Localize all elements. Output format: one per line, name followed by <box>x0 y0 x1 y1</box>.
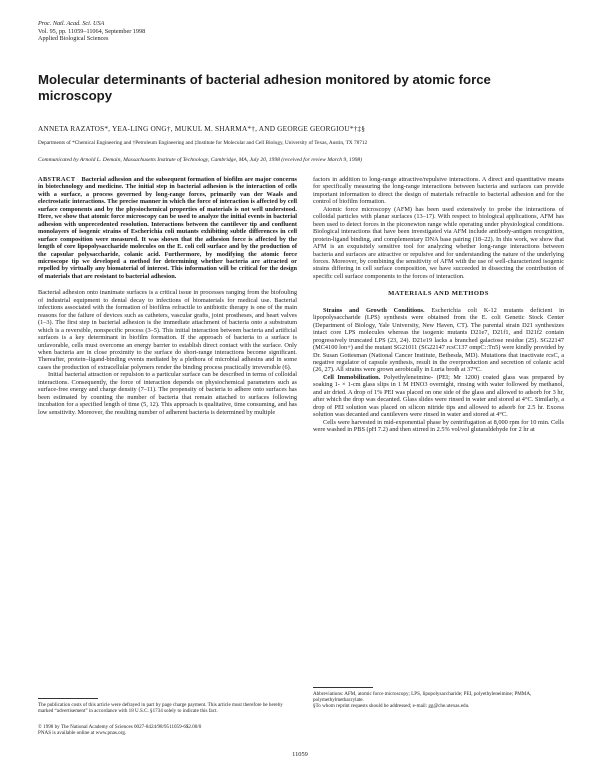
reprint-request-note: §To whom reprint requests should be addressed; e-mail: gg@che.utexas.edu. <box>313 703 470 710</box>
intro-paragraph-4: Atomic force microscopy (AFM) has been used extensively to probe the interactions of colloidal particles with planar surfaces (13–17). With respect to biological applications, AFM has been used to detect forces in the piconewton range while operating under physiological conditions. Biological interactions that have been investigated via AFM include antibody-antigen recognition, protein-ligand binding, and complementary DNA base pairing (18–22). In this work, we show that AFM is an exquisitely sensitive tool for analyzing whether long-range interactions between bacteria and surfaces are attractive or repulsive and for understanding the nature of the underlying forces. Moreover, by combining the sensitivity of AFM with the use of well-characterized isogenic strains differing in cell surface composition, we have succeeded in dissecting the contribution of specific cell surface components to the forces of interaction. <box>313 205 564 280</box>
copyright-line: © 1998 by The National Academy of Sciences 0027-8424/98/9511059-6$2.00/0 <box>38 724 202 730</box>
communicated-line: Communicated by Arnold L. Demain, Massachusetts Institute of Technology, Cambridge, MA, July 20, 1998 (received for review March 9, 1998) <box>38 157 363 163</box>
left-column <box>38 176 297 416</box>
abstract-text: Bacterial adhesion and the subsequent formation of biofilm are major concerns in biotechnology and medicine. The initial step in bacterial adhesion is the interaction of cells with a surface, a process governed by long-range forces, primarily van der Waals and electrostatic interactions. The precise manner in which the force of interaction is affected by cell surface components and by the physiochemical properties of materials is not well understood. Here, we show that atomic force microscopy can be used to analyze the initial events in bacterial adhesion with unprecedented resolution. Interactions between the cantilever tip and confluent monolayers of isogenic strains of Escherichia coli mutants exhibiting subtle differences in cell surface composition were measured. It was shown that the adhesion force is affected by the length of core lipopolysaccharide molecules on the E. coli cell surface and by the production of the capsular polysaccharide, colanic acid. Furthermore, by modifying the atomic force microscope tip we developed a method for determining whether bacteria are attracted or repelled by virtually any biomaterial of interest. This information will be critical for the design of materials that are resistant to bacterial adhesion. <box>38 176 297 280</box>
journal-volume: Vol. 95, pp. 11059–11064, September 1998 <box>38 27 146 35</box>
journal-header <box>38 20 145 43</box>
strains-heading: Strains and Growth Conditions. <box>323 306 425 314</box>
pnas-online-line: PNAS is available online at www.pnas.org. <box>38 730 127 737</box>
immobilization-paragraph <box>313 374 564 419</box>
abstract-heading: ABSTRACT <box>38 176 76 183</box>
article-title: Molecular determinants of bacterial adhesion monitored by atomic force microscopy <box>38 72 491 103</box>
abstract <box>38 176 297 280</box>
footnote-divider-right <box>313 687 373 688</box>
immobilization-heading: Cell Immobilization. <box>323 373 381 381</box>
journal-section: Applied Biological Sciences <box>38 35 109 43</box>
author-list: ANNETA RAZATOS*, YEA-LING ONG†, MUKUL M. SHARMA*†, AND GEORGE GEORGIOU*†‡§ <box>38 124 366 133</box>
harvest-paragraph: Cells were harvested in mid-exponential phase by centrifugation at 8,000 rpm for 10 min. Cells were washed in PBS (pH 7.2) and then stirred in 2.5% vol/vol glutaraldehyde for 2 hr at <box>313 418 564 434</box>
publication-cost-note: The publication costs of this article were defrayed in part by page charge payment. This article must therefore be hereby marked “advertisement” in accordance with 18 U.S.C. §1734 solely to indicate this fact. <box>38 702 283 715</box>
strains-paragraph <box>313 307 564 374</box>
intro-paragraph-2: Initial bacterial attraction or repulsion to a particular surface can be described in terms of colloidal interactions. Consequently, the force of interaction depends on physiochemical parameters such as surface-free energy and charge density (7–11). The propensity of bacteria to adhere onto surfaces has been estimated by counting the number of bacteria that remain attached to surfaces following incubation for a specified length of time (5, 12). This approach is qualitative, time consuming, and has low sensitivity. Moreover, the resulting number of adherent bacteria is determined by multiple <box>38 371 297 416</box>
abbreviations-note: Abbreviations: AFM, atomic force microscopy; LPS, lipopolysaccharide; PEI, polyethyleneimine; PMMA, polymethylmethacrylate. <box>313 691 532 704</box>
right-footnote-block <box>313 683 564 709</box>
intro-paragraph-1: Bacterial adhesion onto inanimate surfaces is a critical issue in processes ranging from the biofouling of industrial equipment to dental decay to infections of biomaterials for medical use. Bacterial infections associated with the formation of biofilms refractile to antibiotic therapy is one of the main reasons for the failure of devices such as catheters, vascular grafts, joint prostheses, and heart valves (1–3). The first step in bacterial adhesion is the immediate attachment of bacteria onto a substratum which is a reversible, nonspecific process (3–5). This initial interaction between bacteria and artificial surfaces is a key determinant in biofilm formation. If the approach of bacteria to a surface is unfavorable, cells must overcome an energy barrier to establish direct contact with the surface. Only when bacteria are in close proximity to the surface do short-range interactions become significant. Thereafter, protein–ligand-binding events mediated by a plethora of microbial adhesins and in some cases the production of extracellular polymers render the binding process practically irreversible (6). <box>38 289 297 371</box>
journal-name: Proc. Natl. Acad. Sci. USA <box>38 20 105 27</box>
page-number: 11059 <box>292 751 308 758</box>
methods-heading: MATERIALS AND METHODS <box>388 290 489 298</box>
affiliations: Departments of *Chemical Engineering and †Petroleum Engineering and ‡Institute for Molecular and Cell Biology, University of Texas, Austin, TX 78712 <box>38 140 368 146</box>
left-footnote-block <box>38 694 297 714</box>
intro-paragraph-3: factors in addition to long-range attractive/repulsive interactions. A direct and quantitative means for specifically measuring the long-range interactions between bacteria and surfaces can provide important information to direct the design of materials refractile to bacterial adhesion and for the control of biofilm formation. <box>313 176 564 206</box>
footnote-divider <box>38 698 98 699</box>
copyright-block <box>38 724 201 736</box>
strains-text: Escherichia coli K-12 mutants deficient in lipopolysaccharide (LPS) synthesis were obtained from the E. coli Genetic Stock Center (Department of Biology, Yale University, New Haven, CT). The parental strain D21 synthesizes intact core LPS molecules whereas the isogenic mutants D21e7, D21f1, and D21f2 contain progressively truncated LPS (23, 24). D21e19 lacks a branched galactose residue (25). SG22147 (MC4100 lon+) and the mutant SG21011 (SG22147 rcsC137 ompC::Tn5) were kindly provided by Dr. Susan Gottesman (National Cancer Institute, Bethesda, MD). Mutations that inactivate rcsC, a negative regulator of capsule synthesis, result in the overproduction and secretion of colanic acid (26, 27). All strains were grown aerobically in Luria broth at 37°C. <box>313 306 564 374</box>
immobilization-text: Polyethyleneimine- (PEI; Mr 1200) coated glass was prepared by soaking 1- × 1-cm glass slips in 1 M HNO3 overnight, rinsing with water followed by methanol, and air dried. A drop of 1% PEI was placed on one side of the glass and allowed to adsorb for 3 hr, after which the drop was decanted. Glass slides were rinsed in water and stored at 4°C. Similarly, a drop of PEI solution was placed on silicon nitride tips and allowed to adsorb for 2.5 hr. Excess solution was decanted and cantilevers were rinsed in water and stored at 4°C. <box>313 373 564 419</box>
right-column <box>313 176 564 434</box>
